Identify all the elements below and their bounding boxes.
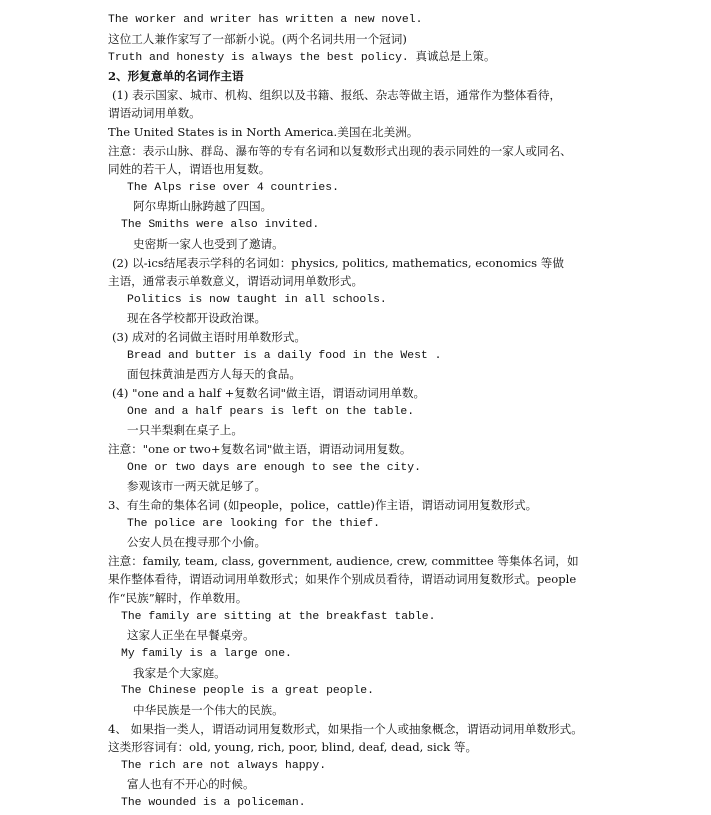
example-zh: 参观该市一两天就足够了。 bbox=[127, 479, 267, 493]
text-line: 作“民族”解时，作单数用。 bbox=[108, 591, 248, 605]
note-line: 注意："one or two+复数名词"做主语，谓语动词用复数。 bbox=[108, 442, 412, 456]
example-zh: 这家人正坐在早餐桌旁。 bbox=[127, 628, 255, 642]
example-en: My family is a large one. bbox=[121, 648, 292, 660]
example-en: One and a half pears is left on the table. bbox=[127, 406, 415, 418]
note-line: 注意：family, team, class, government, audience, crew, committee 等集体名词，如 bbox=[108, 554, 579, 568]
text-line: 主语，通常表示单数意义，谓语动词用单数形式。 bbox=[108, 274, 364, 288]
text-line: (3) 成对的名词做主语时用单数形式。 bbox=[112, 330, 307, 344]
example-en: The Alps rise over 4 countries. bbox=[127, 182, 339, 194]
text-line: Truth and honesty is always the best policy. 真诚总是上策。 bbox=[108, 52, 496, 64]
text-line: 同姓的若干人，谓语也用复数。 bbox=[108, 162, 271, 176]
example-zh: 中华民族是一个伟大的民族。 bbox=[133, 703, 284, 717]
text-line: (2) 以-ics结尾表示学科的名词如：physics, politics, mathematics, economics 等做 bbox=[112, 256, 564, 270]
text-line: (1) 表示国家、城市、机构、组织以及书籍、报纸、杂志等做主语，通常作为整体看待， bbox=[112, 88, 562, 102]
text-line: 谓语动词用单数。 bbox=[108, 106, 201, 120]
example-zh: 我家是个大家庭。 bbox=[133, 666, 226, 680]
example-en: The rich are not always happy. bbox=[121, 760, 327, 772]
text-line: (4) "one and a half +复数名词"做主语，谓语动词用单数。 bbox=[112, 386, 426, 400]
example-en: One or two days are enough to see the city. bbox=[127, 462, 421, 474]
example-zh: 一只半梨剩在桌子上。 bbox=[127, 423, 243, 437]
text-line: 果作整体看待，谓语动词用单数形式；如果作个别成员看待，谓语动词用复数形式。people bbox=[108, 572, 577, 586]
example-en: Bread and butter is a daily food in the West . bbox=[127, 350, 442, 362]
example-zh: 面包抹黄油是西方人每天的食品。 bbox=[127, 367, 301, 381]
text-line: 4、 如果指一类人，谓语动词用复数形式，如果指一个人或抽象概念，谓语动词用单数形式。 bbox=[108, 722, 583, 736]
text-line: 这类形容词有：old, young, rich, poor, blind, deaf, dead, sick 等。 bbox=[108, 740, 478, 754]
example-en: The Smiths were also invited. bbox=[121, 219, 320, 231]
example-en: The Chinese people is a great people. bbox=[121, 685, 374, 697]
text-line: 3、有生命的集体名词 (如people，police，cattle)作主语，谓语动词用复数形式。 bbox=[108, 498, 538, 512]
section-heading: 2、形复意单的名词作主语 bbox=[108, 69, 244, 83]
note-line: 注意：表示山脉、群岛、瀑布等的专有名词和以复数形式出现的表示同姓的一家人或同名、 bbox=[108, 144, 572, 158]
text-line: 这位工人兼作家写了一部新小说。(两个名词共用一个冠词) bbox=[108, 32, 407, 46]
example-en: Politics is now taught in all schools. bbox=[127, 294, 387, 306]
example-en: The police are looking for the thief. bbox=[127, 518, 380, 530]
example-zh: 阿尔卑斯山脉跨越了四国。 bbox=[133, 199, 273, 213]
example-en: The wounded is a policeman. bbox=[121, 797, 306, 809]
example-zh: 史密斯一家人也受到了邀请。 bbox=[133, 237, 284, 251]
example-zh: 富人也有不开心的时候。 bbox=[127, 777, 255, 791]
example-zh: 公安人员在搜寻那个小偷。 bbox=[127, 535, 267, 549]
example-en: The family are sitting at the breakfast table. bbox=[121, 611, 436, 623]
example-zh: 现在各学校都开设政治课。 bbox=[127, 311, 267, 325]
text-line: The United States is in North America.美国在北美洲。 bbox=[108, 125, 419, 139]
text-line: The worker and writer has written a new novel. bbox=[108, 14, 423, 26]
